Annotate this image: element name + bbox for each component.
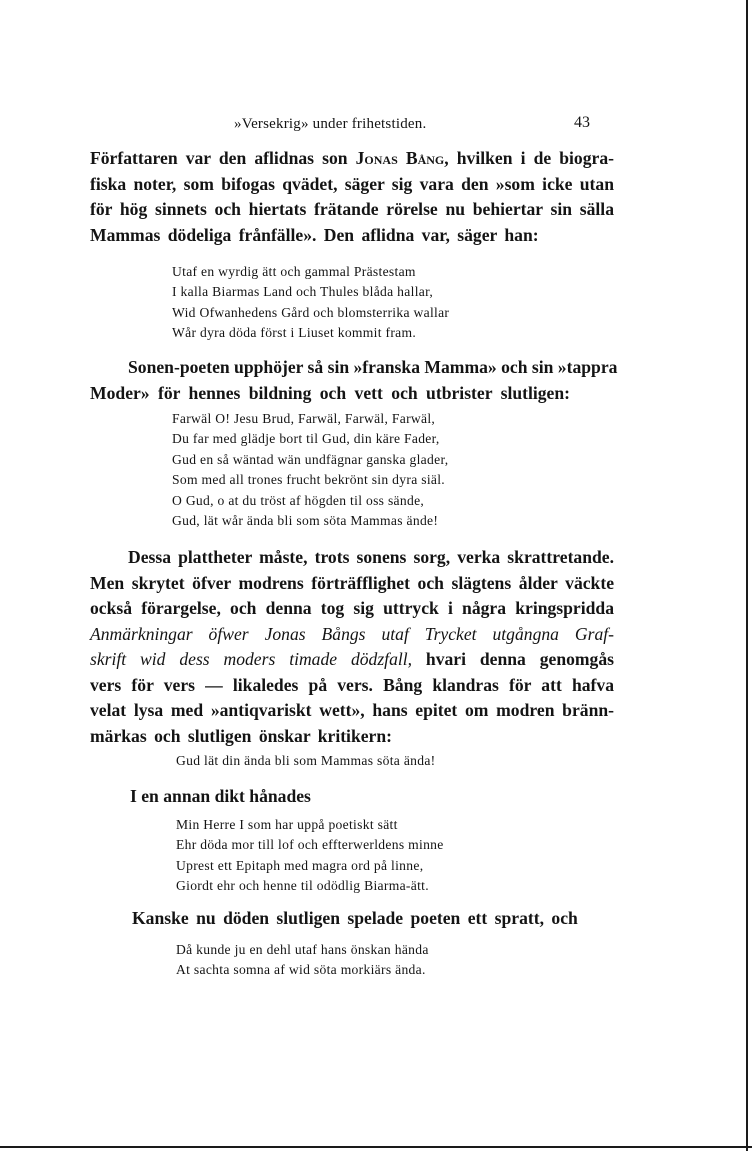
paragraph-3-line-4-title: Anmärkningar öfwer Jonas Bångs utaf Trycket utgångna Graf- xyxy=(90,623,614,644)
verse-line: Ehr döda mor till lof och effterwerldens minne xyxy=(176,837,444,853)
paragraph-4-line-1: I en annan dikt hånades xyxy=(130,786,311,806)
paragraph-1 xyxy=(90,146,614,248)
verse-line: Wår dyra döda först i Liuset kommit fram. xyxy=(172,325,417,341)
verse-line: Uprest ett Epitaph med magra ord på linne, xyxy=(176,857,424,873)
paragraph-1-line-3: för hög sinnets och hiertats frätande rörelse nu behiertar sin sälla xyxy=(90,199,614,219)
paragraph-3 xyxy=(90,545,614,749)
paragraph-4 xyxy=(90,784,614,810)
verse-line: Som med all trones frucht bekrönt sin dyra siäl. xyxy=(172,472,446,488)
paragraph-3-line-3: också förargelse, och denna tog sig uttryck i några kringspridda xyxy=(90,598,614,618)
verse-block-4 xyxy=(176,815,444,897)
paragraph-1-line-4: Mammas dödeliga frånfälle». Den aflidna var, säger han: xyxy=(90,224,539,245)
verse-line: At sachta somna af wid söta morkiärs ända. xyxy=(176,962,426,978)
paragraph-1-line-1: Författaren var den aflidnas son Jonas Bång, hvilken i de biogra- xyxy=(90,148,614,168)
verse-line: Utaf en wyrdig ätt och gammal Prästestam xyxy=(172,264,416,279)
verse-line: Wid Ofwanhedens Gård och blomsterrika wallar xyxy=(172,304,450,320)
verse-line: Gud, lät wår ända bli som söta Mammas ände! xyxy=(172,513,439,529)
verse-line: Gud lät din ända bli som Mammas söta ända! xyxy=(176,753,436,768)
paragraph-5 xyxy=(90,906,614,932)
verse-line: Då kunde ju en dehl utaf hans önskan hända xyxy=(176,942,429,957)
paragraph-3-line-2: Men skrytet öfver modrens förträfflighet och slägtens ålder väckte xyxy=(90,572,614,593)
author-name-first: Jonas xyxy=(355,148,398,168)
paragraph-1-line-2: fiska noter, som bifogas qvädet, säger sig vara den »som icke utan xyxy=(90,173,614,194)
title-continuation: skrift wid dess moders timade dödzfall, xyxy=(90,649,413,669)
verse-line: Gud en så wäntad wän undfägnar ganska glader, xyxy=(172,451,449,467)
verse-line: Min Herre I som har uppå poetiskt sätt xyxy=(176,817,398,832)
paragraph-3-line-8: märkas och slutligen önskar kritikern: xyxy=(90,725,392,746)
page-edge-bottom xyxy=(0,1146,752,1148)
paragraph-3-line-6: vers för vers — likaledes på vers. Bång klandras för att hafva xyxy=(90,674,614,695)
page-edge-right xyxy=(746,0,748,1151)
verse-line: O Gud, o at du tröst af högden til oss sände, xyxy=(172,492,425,508)
verse-line: Farwäl O! Jesu Brud, Farwäl, Farwäl, Farwäl, xyxy=(172,411,436,426)
paragraph-3-line-1: Dessa plattheter måste, trots sonens sorg, verka skrattretande. xyxy=(128,547,614,567)
author-name-last: Bång xyxy=(405,148,445,168)
verse-line: Du far med glädje bort til Gud, din käre Fader, xyxy=(172,431,440,447)
verse-line: Giordt ehr och henne til odödlig Biarma-ätt. xyxy=(176,878,429,894)
verse-block-3 xyxy=(176,751,436,771)
paragraph-2-line-2: Moder» för hennes bildning och vett och utbrister slutligen: xyxy=(90,382,570,403)
paragraph-2 xyxy=(90,355,618,406)
paragraph-3-line-7: velat lysa med »antiqvariskt wett», hans epitet om modren bränn- xyxy=(90,700,614,720)
verse-block-2 xyxy=(172,409,448,531)
verse-block-1 xyxy=(172,262,449,344)
page-number: 43 xyxy=(574,114,590,131)
paragraph-5-line-1: Kanske nu döden slutligen spelade poeten ett spratt, och xyxy=(132,908,578,928)
paragraph-3-line-5: skrift wid dess moders timade dödzfall, hvari denna genomgås xyxy=(90,649,614,669)
running-header: »Versekrig» under frihetstiden. xyxy=(234,116,427,132)
verse-block-5 xyxy=(176,940,429,981)
paragraph-2-line-1: Sonen-poeten upphöjer så sin »franska Mamma» och sin »tappra xyxy=(128,357,618,377)
verse-line: I kalla Biarmas Land och Thules blåda hallar, xyxy=(172,284,434,300)
